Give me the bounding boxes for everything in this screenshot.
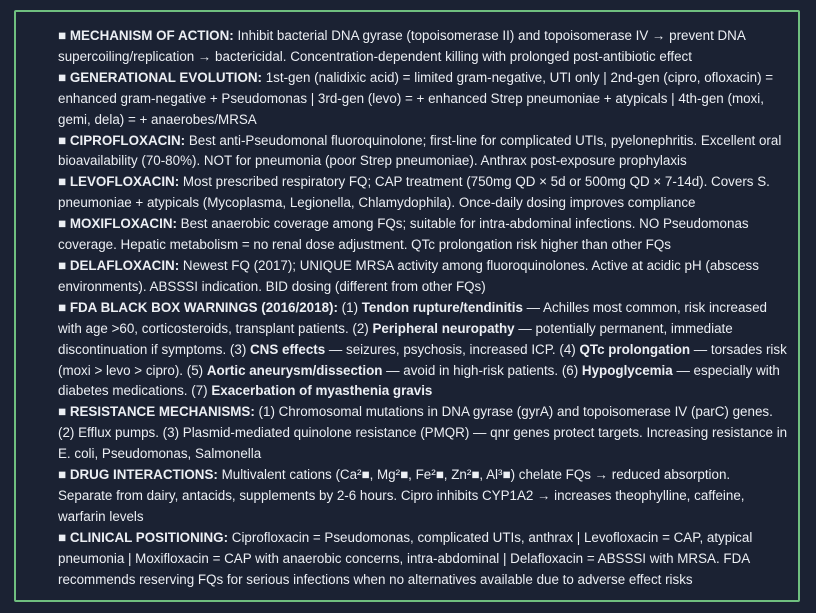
section-text: (1) Chromosomal mutations in DNA gyrase (gyrA) and topoisomerase IV (parC) genes. (2) Efflux pumps. (3) Plasmid-mediated quinolone resistance (PMQR) — qnr genes protect targets. Increasing resistance in E. coli, Pseudomonas, Salmonella xyxy=(58,404,788,462)
warning-text: — seizures, psychosis, increased ICP. (4) xyxy=(325,341,580,357)
bullet-square-icon: ■ xyxy=(58,257,67,273)
section-text: Best anti-Pseudomonal fluoroquinolone; first-line for complicated UTIs, pyelonephritis. Excellent oral bioavailability (70-80%). NOT for pneumonia (poor Strep pneumoniae). Anthrax post-exposure prophylaxis xyxy=(58,132,782,169)
section-text: Newest FQ (2017); UNIQUE MRSA activity among fluoroquinolones. Active at acidic pH (abscess environments). ABSSSI indication. BID dosing (different from other FQs) xyxy=(58,257,759,294)
bullet-square-icon: ■ xyxy=(58,28,67,43)
section-moxifloxacin xyxy=(58,214,788,256)
section-heading: CIPROFLOXACIN: xyxy=(69,132,186,148)
section-clinical-positioning xyxy=(58,528,788,591)
section-levofloxacin xyxy=(58,172,788,214)
section-text: 1st-gen (nalidixic acid) = limited gram-negative, UTI only | 2nd-gen (cipro, ofloxacin) = enhanced gram-negative + Pseudomonas | 3rd-gen (levo) = + enhanced Strep pneumoniae + atypicals | 4th-gen (moxi, gemi, dela) = + anaerobes/MRSA xyxy=(58,69,774,127)
warning-text: — especially with diabetes medications. (7) xyxy=(58,362,780,399)
content-frame xyxy=(14,10,800,602)
bullet-square-icon: ■ xyxy=(58,132,67,148)
section-generational-evolution xyxy=(58,68,788,131)
bullet-square-icon: ■ xyxy=(58,174,67,190)
bullet-square-icon: ■ xyxy=(58,299,67,315)
section-heading: DELAFLOXACIN: xyxy=(69,257,180,273)
section-text: Inhibit bacterial DNA gyrase (topoisomerase II) and topoisomerase IV → prevent DNA supercoiling/replication → bactericidal. Concentration-dependent killing with prolonged post-antibiotic effect xyxy=(58,28,746,64)
section-ciprofloxacin xyxy=(58,131,788,173)
warning-qtc-prolongation: QTc prolongation xyxy=(579,341,691,357)
warning-cns-effects: CNS effects xyxy=(250,341,326,357)
section-text: Multivalent cations (Ca²■, Mg²■, Fe²■, Zn²■, Al³■) chelate FQs → reduced absorption. Separate from dairy, antacids, supplements by 2-6 hours. Cipro inhibits CYP1A2 → increases theophylline, caffeine, warfarin levels xyxy=(58,467,745,524)
section-heading: FDA BLACK BOX WARNINGS (2016/2018): xyxy=(69,299,338,315)
warning-tendon-rupture: Tendon rupture/tendinitis xyxy=(361,299,523,315)
warning-peripheral-neuropathy: Peripheral neuropathy xyxy=(372,320,515,336)
section-text: Ciprofloxacin = Pseudomonas, complicated UTIs, anthrax | Levofloxacin = CAP, atypical pneumonia | Moxifloxacin = CAP with anaerobic concerns, intra-abdominal | Delafloxacin = ABSSSI with MRSA. FDA recommends reserving FQs for serious infections when no alternatives available due to adverse effect risks xyxy=(58,529,753,587)
warning-aortic-aneurysm: Aortic aneurysm/dissection xyxy=(206,362,383,378)
bullet-square-icon: ■ xyxy=(58,216,67,232)
bullet-square-icon: ■ xyxy=(58,529,67,545)
section-heading: MECHANISM OF ACTION: xyxy=(69,28,234,43)
section-text: Best anaerobic coverage among FQs; suitable for intra-abdominal infections. NO Pseudomonas coverage. Hepatic metabolism = no renal dose adjustment. QTc prolongation risk higher than other FQs xyxy=(58,216,749,253)
warning-hypoglycemia: Hypoglycemia xyxy=(581,362,673,378)
warning-myasthenia-gravis: Exacerbation of myasthenia gravis xyxy=(211,383,433,399)
bullet-square-icon: ■ xyxy=(58,69,67,85)
warning-text: (1) xyxy=(337,299,362,315)
warning-text: — avoid in high-risk patients. (6) xyxy=(382,362,582,378)
section-heading: CLINICAL POSITIONING: xyxy=(69,529,229,545)
section-heading: DRUG INTERACTIONS: xyxy=(69,467,218,483)
section-heading: GENERATIONAL EVOLUTION: xyxy=(69,69,263,85)
section-drug-interactions xyxy=(58,465,788,528)
section-heading: MOXIFLOXACIN: xyxy=(69,216,177,232)
warning-text: — Achilles most common, risk increased with age >60, corticosteroids, transplant patients. (2) xyxy=(58,299,768,336)
section-mechanism xyxy=(58,26,788,68)
section-heading: RESISTANCE MECHANISMS: xyxy=(69,404,255,420)
section-black-box-warnings xyxy=(58,298,788,403)
warning-text: — potentially permanent, immediate discontinuation if symptoms. (3) xyxy=(58,320,733,357)
warning-text: — torsades risk (moxi > levo > cipro). (5) xyxy=(58,341,787,378)
notes-body xyxy=(58,26,788,590)
bullet-square-icon: ■ xyxy=(58,404,67,420)
section-heading: LEVOFLOXACIN: xyxy=(69,174,180,190)
section-text: Most prescribed respiratory FQ; CAP treatment (750mg QD × 5d or 500mg QD × 7-14d). Covers S. pneumoniae + atypicals (Mycoplasma, Legionella, Chlamydophila). Once-daily dosing improves compliance xyxy=(58,174,770,211)
section-delafloxacin xyxy=(58,256,788,298)
bullet-square-icon: ■ xyxy=(58,467,67,483)
section-resistance-mechanisms xyxy=(58,402,788,465)
